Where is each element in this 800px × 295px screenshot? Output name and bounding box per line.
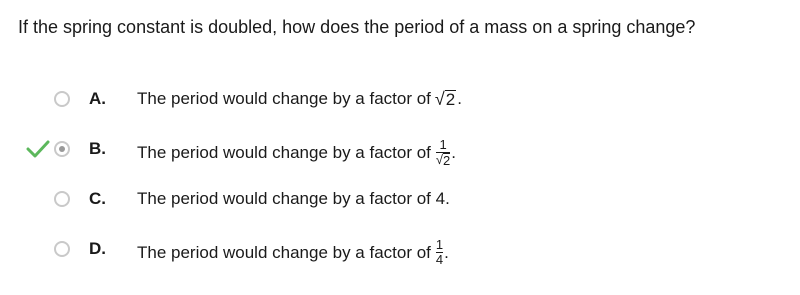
answer-option-a[interactable] <box>0 80 800 120</box>
fraction-numerator: 1 <box>435 237 444 252</box>
option-punctuation: . <box>451 142 457 162</box>
radicand: 2 <box>445 90 456 109</box>
fraction-numerator: 1 <box>439 137 447 152</box>
question-text: If the spring constant is doubled, how does the period of a mass on a spring change? <box>18 17 696 37</box>
fraction-denominator <box>436 153 450 167</box>
option-text-label: The period would change by a factor of <box>137 89 431 108</box>
option-letter: A. <box>89 89 106 108</box>
option-punctuation: . <box>457 89 462 108</box>
radio-button-icon[interactable] <box>54 91 70 107</box>
checkmark-icon <box>26 139 50 159</box>
answer-option-b[interactable] <box>0 130 800 170</box>
fraction-expression <box>436 238 443 267</box>
sqrt-expression <box>435 89 456 109</box>
answer-option-c[interactable] <box>0 180 800 220</box>
radio-button-icon[interactable] <box>54 191 70 207</box>
sqrt-sign: √ <box>435 152 444 167</box>
option-text-label: The period would change by a factor of <box>137 242 431 262</box>
option-text <box>137 188 450 210</box>
option-letter: D. <box>89 239 106 258</box>
radicand: 2 <box>443 153 451 168</box>
fraction-denominator: 4 <box>435 252 444 267</box>
sqrt-sign: √ <box>434 89 445 109</box>
radio-button-icon[interactable] <box>54 241 70 257</box>
answer-option-d[interactable] <box>0 230 800 270</box>
option-text <box>137 238 449 267</box>
option-text-label: The period would change by a factor of <box>137 142 431 162</box>
option-punctuation: . <box>444 242 449 262</box>
radio-button-icon[interactable] <box>54 141 70 157</box>
option-text <box>137 88 462 110</box>
option-text <box>137 138 456 167</box>
option-letter: B. <box>89 139 106 158</box>
fraction-expression <box>436 138 450 167</box>
option-letter: C. <box>89 189 106 208</box>
option-text-label: The period would change by a factor of 4. <box>137 189 450 208</box>
